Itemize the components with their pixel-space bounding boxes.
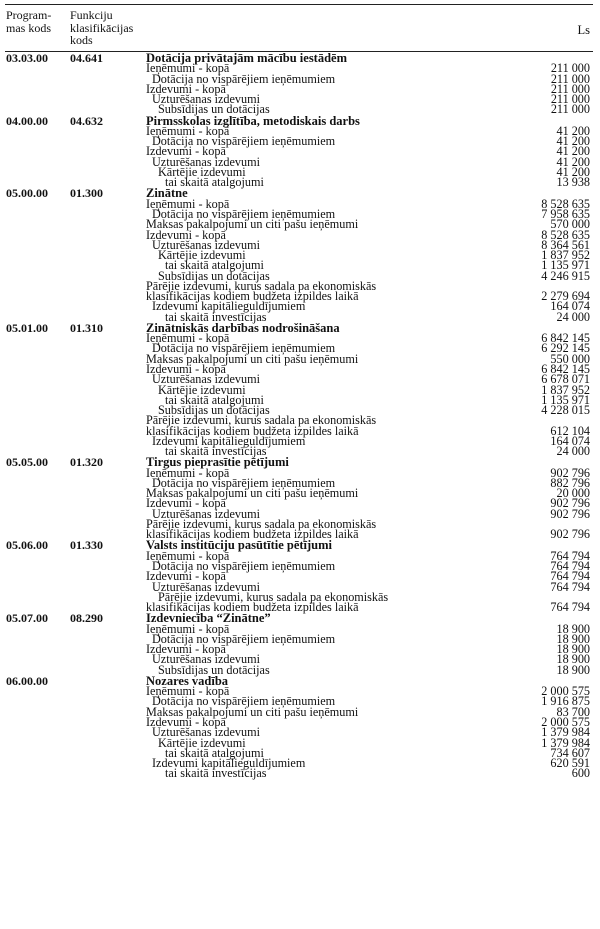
row-label: Dotācija no vispārējiem ieņēmumiem xyxy=(152,694,336,709)
row-label: Izdevumi - kopā xyxy=(146,642,226,657)
row-label: Uzturēšanas izdevumi xyxy=(152,579,260,594)
row-amount: 4 228 015 xyxy=(541,403,590,418)
row-label: Ieņēmumi - kopā xyxy=(146,331,230,346)
program-code: 05.07.00 xyxy=(6,611,48,626)
table-row xyxy=(0,227,600,242)
table-section-row xyxy=(0,320,600,335)
row-label: Maksas pakalpojumi un citi pašu ieņēmumi xyxy=(146,486,359,501)
function-code-header-line: klasifikācijas xyxy=(70,20,134,35)
row-label: Izdevumi kapitālieguldījumiem xyxy=(152,299,306,314)
row-amount: 18 900 xyxy=(556,642,590,657)
row-label: Kārtējie izdevumi xyxy=(158,735,246,750)
header-top-rule xyxy=(5,4,593,5)
row-amount: 18 900 xyxy=(556,652,590,667)
row-label: Pārējie izdevumi, kurus sadala pa ekonomiskās xyxy=(158,589,389,604)
program-code-header xyxy=(6,9,68,34)
table-section-row xyxy=(0,611,600,626)
table-row xyxy=(0,392,600,407)
row-label: Subsīdijas un dotācijas xyxy=(158,403,270,418)
function-code: 01.310 xyxy=(70,320,103,335)
table-row xyxy=(0,631,600,646)
row-label: klasifikācijas kodiem budžeta izpildes laikā xyxy=(146,600,359,615)
row-amount: 6 292 145 xyxy=(541,341,590,356)
section-title: Dotācija privātajām mācību iestādēm xyxy=(146,51,348,65)
row-label: Izdevumi - kopā xyxy=(146,81,226,96)
table-row xyxy=(0,559,600,574)
row-label: Dotācija no vispārējiem ieņēmumiem xyxy=(152,134,336,149)
row-label: Subsīdijas un dotācijas xyxy=(158,662,270,677)
row-amount: 1 837 952 xyxy=(541,248,590,263)
row-label: Izdevumi - kopā xyxy=(146,569,226,584)
row-label: Izdevumi - kopā xyxy=(146,715,226,729)
row-amount: 1 379 984 xyxy=(541,725,590,740)
row-label: tai skaitā atalgojumi xyxy=(165,392,264,407)
row-label: Subsīdijas un dotācijas xyxy=(158,268,270,283)
row-amount: 600 xyxy=(571,766,590,781)
row-amount: 764 794 xyxy=(550,600,590,615)
row-amount: 211 000 xyxy=(550,92,590,107)
row-label: tai skaitā investīcijas xyxy=(165,309,267,324)
section-title: Valsts institūciju pasūtītie pētījumi xyxy=(146,538,333,553)
row-amount: 1 916 875 xyxy=(541,694,590,709)
row-amount: 764 794 xyxy=(550,579,590,594)
table-row xyxy=(0,351,600,366)
section-title: Izdevniecība “Zinātne” xyxy=(146,611,271,626)
function-code-header-line: kods xyxy=(70,33,93,47)
table-row xyxy=(0,144,600,159)
row-label: klasifikācijas kodiem budžeta izpildes laikā xyxy=(146,527,359,542)
row-label: Uzturēšanas izdevumi xyxy=(152,237,260,252)
table-row xyxy=(0,217,600,232)
row-amount: 24 000 xyxy=(556,444,590,459)
row-amount: 6 678 071 xyxy=(541,372,590,387)
program-code: 06.00.00 xyxy=(6,673,48,688)
table-row xyxy=(0,164,600,179)
row-amount: 6 842 145 xyxy=(541,361,590,376)
function-code: 01.300 xyxy=(70,186,103,201)
row-label: tai skaitā atalgojumi xyxy=(165,175,264,190)
table-row xyxy=(0,717,600,727)
row-label: Uzturēšanas izdevumi xyxy=(152,506,260,521)
row-label: klasifikācijas kodiem budžeta izpildes laikā xyxy=(146,423,359,438)
row-amount: 41 200 xyxy=(556,144,590,159)
function-code: 08.290 xyxy=(70,611,103,626)
table-section-row xyxy=(0,53,600,63)
row-amount: 24 000 xyxy=(556,309,590,324)
row-label: Kārtējie izdevumi xyxy=(158,382,246,397)
row-amount: 620 591 xyxy=(550,756,590,771)
section-title: Pirmsskolas izglītība, metodiskais darbs xyxy=(146,113,360,128)
table-row xyxy=(0,486,600,501)
row-label: Dotācija no vispārējiem ieņēmumiem xyxy=(152,71,336,86)
table-row xyxy=(0,372,600,387)
row-amount: 41 200 xyxy=(556,134,590,149)
function-code: 01.330 xyxy=(70,538,103,553)
row-amount: 18 900 xyxy=(556,631,590,646)
function-code: 04.641 xyxy=(70,51,103,65)
section-title: Zinātne xyxy=(146,186,188,201)
row-amount: 8 364 561 xyxy=(541,237,590,252)
row-amount: 7 958 635 xyxy=(541,206,590,221)
table-row xyxy=(0,361,600,376)
row-label: klasifikācijas kodiem budžeta izpildes laikā xyxy=(146,289,359,304)
row-label: Ieņēmumi - kopā xyxy=(146,465,230,480)
row-amount: 13 938 xyxy=(556,175,590,190)
row-label: Uzturēšanas izdevumi xyxy=(152,154,260,169)
row-label: tai skaitā atalgojumi xyxy=(165,745,264,760)
row-amount: 2 000 575 xyxy=(541,715,590,729)
function-code-header-line: Funkciju xyxy=(70,8,113,22)
table-section-row xyxy=(0,113,600,128)
table-section-row xyxy=(0,673,600,688)
table-row xyxy=(0,71,600,86)
table-row xyxy=(0,662,600,677)
table-row xyxy=(0,766,600,781)
row-amount: 902 796 xyxy=(550,506,590,521)
program-code: 03.03.00 xyxy=(6,51,48,65)
row-amount: 612 104 xyxy=(550,423,590,438)
row-label: Uzturēšanas izdevumi xyxy=(152,372,260,387)
table-row xyxy=(0,756,600,771)
program-code-header-line: mas kods xyxy=(6,20,51,35)
row-label: Uzturēšanas izdevumi xyxy=(152,652,260,667)
row-label: Pārējie izdevumi, kurus sadala pa ekonomiskās xyxy=(146,413,377,428)
table-section-row xyxy=(0,186,600,201)
row-amount: 164 074 xyxy=(550,299,590,314)
row-amount: 570 000 xyxy=(550,217,590,232)
row-label: Dotācija no vispārējiem ieņēmumiem xyxy=(152,341,336,356)
row-label: Izdevumi kapitālieguldījumiem xyxy=(152,756,306,771)
row-amount: 1 135 971 xyxy=(541,258,590,273)
table-row xyxy=(0,433,600,448)
row-amount: 41 200 xyxy=(556,164,590,179)
row-amount: 734 607 xyxy=(550,745,590,760)
row-label: Dotācija no vispārējiem ieņēmumiem xyxy=(152,559,336,574)
row-label: tai skaitā investīcijas xyxy=(165,766,267,781)
row-amount: 83 700 xyxy=(556,704,590,719)
row-label: Ieņēmumi - kopā xyxy=(146,621,230,636)
row-amount: 764 794 xyxy=(550,548,590,563)
table-row xyxy=(0,134,600,149)
table-section-row xyxy=(0,455,600,470)
function-code: 04.632 xyxy=(70,113,103,128)
program-code: 04.00.00 xyxy=(6,113,48,128)
row-amount: 902 796 xyxy=(550,465,590,480)
table-row xyxy=(0,237,600,252)
row-label: Pārējie izdevumi, kurus sadala pa ekonomiskās xyxy=(146,278,377,293)
table-row xyxy=(0,382,600,397)
row-amount: 4 246 915 xyxy=(541,268,590,283)
row-amount: 164 074 xyxy=(550,433,590,448)
row-amount: 1 379 984 xyxy=(541,735,590,750)
row-amount: 1 837 952 xyxy=(541,382,590,397)
row-label: tai skaitā atalgojumi xyxy=(165,258,264,273)
table-row xyxy=(0,299,600,314)
row-amount: 2 000 575 xyxy=(541,684,590,699)
row-amount: 764 794 xyxy=(550,569,590,584)
row-label: Dotācija no vispārējiem ieņēmumiem xyxy=(152,631,336,646)
row-amount: 41 200 xyxy=(556,123,590,138)
row-label: Kārtējie izdevumi xyxy=(158,248,246,263)
table-row xyxy=(0,92,600,107)
table-body xyxy=(0,52,600,779)
row-label: Ieņēmumi - kopā xyxy=(146,123,230,138)
row-amount: 8 528 635 xyxy=(541,227,590,242)
table-row xyxy=(0,652,600,667)
row-amount: 902 796 xyxy=(550,527,590,542)
section-title: Nozares vadība xyxy=(146,673,229,688)
row-amount: 6 842 145 xyxy=(541,331,590,346)
row-amount: 18 900 xyxy=(556,662,590,677)
program-code: 05.00.00 xyxy=(6,186,48,201)
program-code: 05.06.00 xyxy=(6,538,48,553)
row-label: Kārtējie izdevumi xyxy=(158,164,246,179)
row-amount: 41 200 xyxy=(556,154,590,169)
table-row xyxy=(0,496,600,511)
row-label: Dotācija no vispārējiem ieņēmumiem xyxy=(152,475,336,490)
program-code: 05.05.00 xyxy=(6,455,48,470)
row-amount: 764 794 xyxy=(550,559,590,574)
row-amount: 211 000 xyxy=(550,71,590,86)
row-amount: 2 279 694 xyxy=(541,289,590,304)
table-row xyxy=(0,154,600,169)
table-row xyxy=(0,81,600,96)
row-label: Ieņēmumi - kopā xyxy=(146,196,230,211)
row-label: Pārējie izdevumi, kurus sadala pa ekonomiskās xyxy=(146,516,377,531)
table-row xyxy=(0,735,600,750)
row-amount: 211 000 xyxy=(550,102,590,117)
table-row xyxy=(0,258,600,273)
row-label: Izdevumi - kopā xyxy=(146,496,226,511)
row-label: Ieņēmumi - kopā xyxy=(146,61,230,76)
row-label: Uzturēšanas izdevumi xyxy=(152,92,260,107)
function-code-header xyxy=(70,9,142,47)
section-title: Zinātniskās darbības nodrošināšana xyxy=(146,320,340,335)
table-header xyxy=(0,3,600,48)
row-label: Ieņēmumi - kopā xyxy=(146,684,230,699)
program-code-header-line: Program- xyxy=(6,8,52,22)
row-label: Subsīdijas un dotācijas xyxy=(158,102,270,117)
row-label: Uzturēšanas izdevumi xyxy=(152,725,260,740)
row-label: Dotācija no vispārējiem ieņēmumiem xyxy=(152,206,336,221)
row-label: Izdevumi - kopā xyxy=(146,144,226,159)
row-label: Maksas pakalpojumi un citi pašu ieņēmumi xyxy=(146,704,359,719)
function-code: 01.320 xyxy=(70,455,103,470)
row-amount: 8 528 635 xyxy=(541,196,590,211)
row-amount: 211 000 xyxy=(550,61,590,76)
row-amount: 20 000 xyxy=(556,486,590,501)
row-label: tai skaitā investīcijas xyxy=(165,444,267,459)
row-label: Izdevumi kapitālieguldījumiem xyxy=(152,433,306,448)
table-row xyxy=(0,704,600,719)
row-label: Maksas pakalpojumi un citi pašu ieņēmumi xyxy=(146,351,359,366)
section-title: Tirgus pieprasītie pētījumi xyxy=(146,455,289,470)
row-amount: 550 000 xyxy=(550,351,590,366)
table-row xyxy=(0,569,600,584)
row-amount: 211 000 xyxy=(550,81,590,96)
row-amount: 882 796 xyxy=(550,475,590,490)
row-label: Ieņēmumi - kopā xyxy=(146,548,230,563)
row-amount: 902 796 xyxy=(550,496,590,511)
table-row xyxy=(0,642,600,657)
row-label: Izdevumi - kopā xyxy=(146,361,226,376)
row-amount: 1 135 971 xyxy=(541,392,590,407)
program-code: 05.01.00 xyxy=(6,320,48,335)
table-row xyxy=(0,725,600,740)
row-label: Maksas pakalpojumi un citi pašu ieņēmumi xyxy=(146,217,359,232)
currency-unit-header: Ls xyxy=(577,23,590,37)
row-label: Izdevumi - kopā xyxy=(146,227,226,242)
table-section-row xyxy=(0,538,600,553)
row-amount: 18 900 xyxy=(556,621,590,636)
table-row xyxy=(0,248,600,263)
